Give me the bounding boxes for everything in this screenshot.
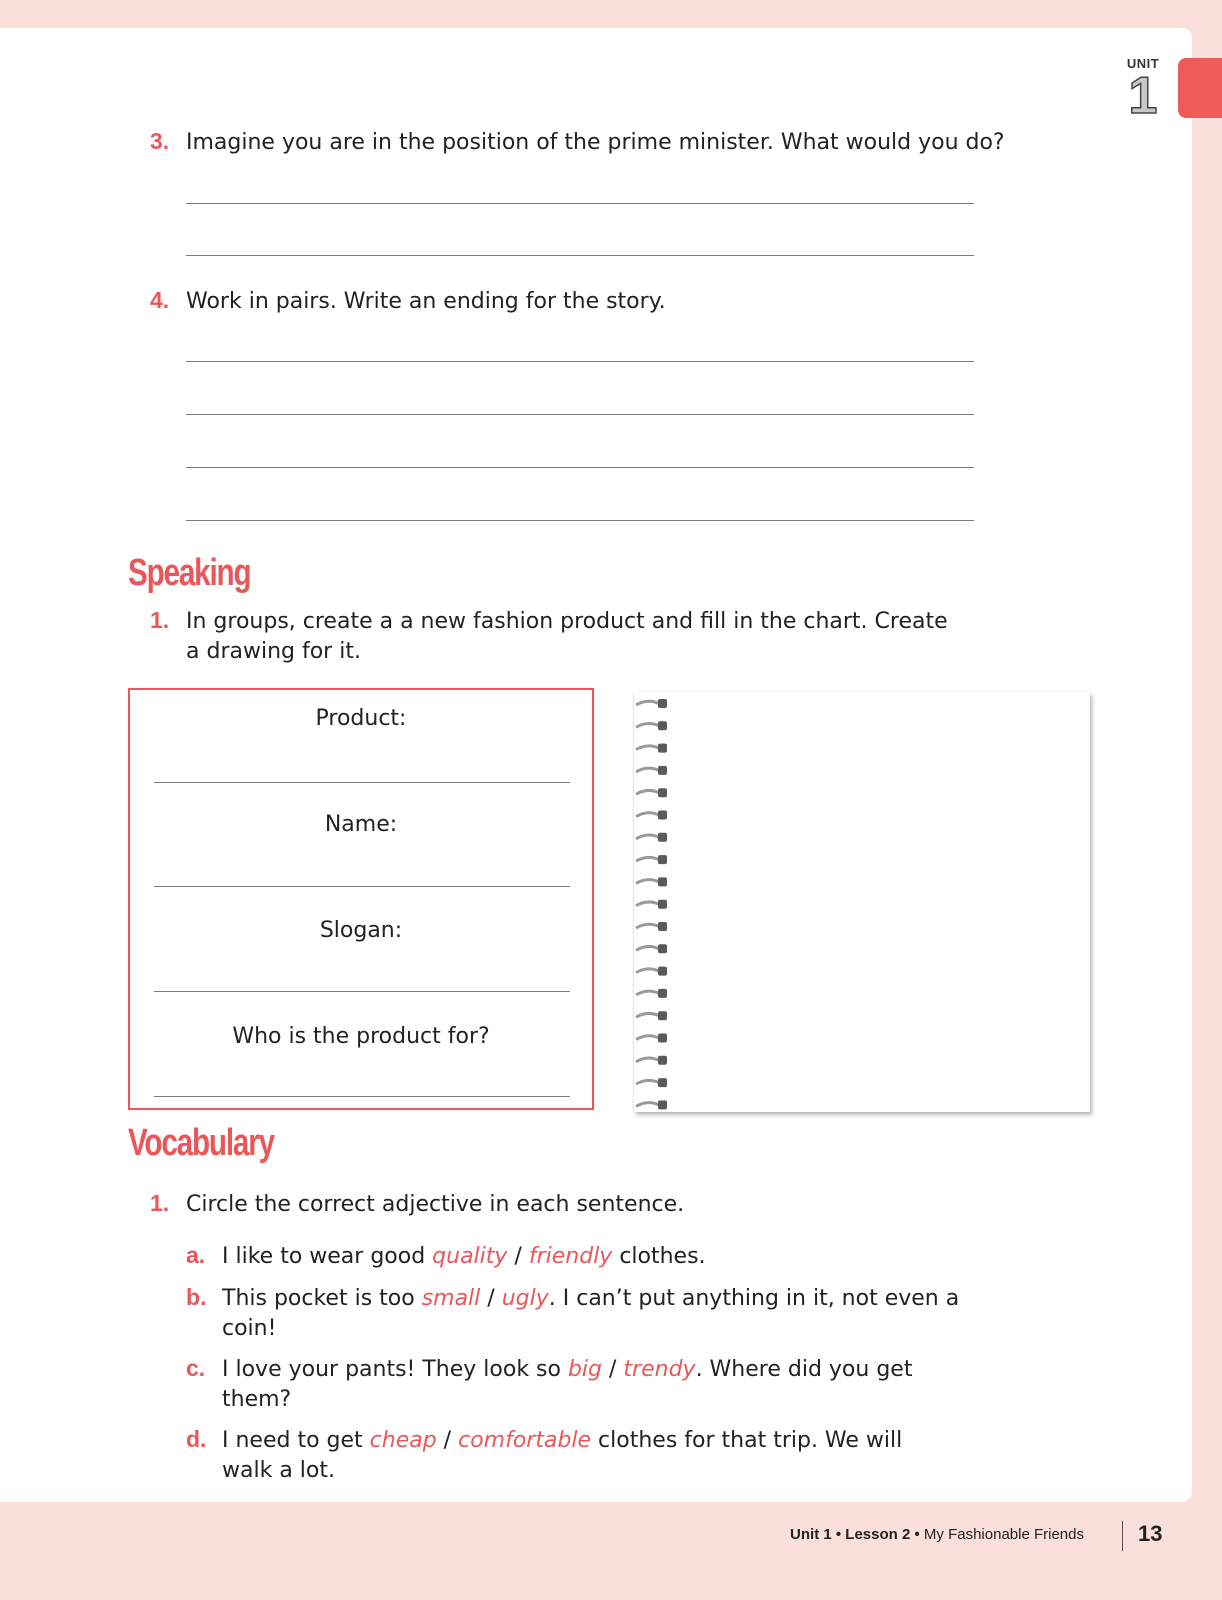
footer-unit: Unit 1 <box>790 1526 832 1543</box>
vocabulary-task-number: 1. <box>150 1190 170 1216</box>
spiral-coil <box>636 833 667 842</box>
vocab-item-letter: a. <box>186 1242 206 1268</box>
adjective-option[interactable]: comfortable <box>458 1428 592 1453</box>
speaking-task-line1: In groups, create a a new fashion product and fill in the chart. Create <box>186 609 948 634</box>
spiral-coil <box>636 855 667 864</box>
drawing-notebook[interactable] <box>634 692 1090 1112</box>
unit-label: UNIT <box>1126 56 1160 71</box>
vocab-text: I need to get <box>222 1428 370 1453</box>
footer-title: My Fashionable Friends <box>923 1526 1084 1543</box>
vocab-item-b <box>222 1284 959 1344</box>
vocab-item-letter: d. <box>186 1426 207 1452</box>
vocab-text: I love your pants! They look so <box>222 1357 568 1382</box>
answer-line[interactable] <box>186 414 974 415</box>
vocab-text: This pocket is too <box>222 1286 422 1311</box>
notebook-spiral-icon <box>630 692 700 1112</box>
spiral-coil <box>636 922 667 931</box>
option-separator: / <box>602 1357 624 1382</box>
spiral-coil <box>636 967 667 976</box>
spiral-coil <box>636 1100 667 1109</box>
vocab-text: clothes. <box>612 1244 706 1269</box>
unit-number: 1 <box>1128 67 1158 125</box>
adjective-option[interactable]: ugly <box>501 1286 549 1311</box>
speaking-task-line2: a drawing for it. <box>186 639 361 664</box>
option-separator: / <box>480 1286 502 1311</box>
footer-separator: • <box>910 1526 924 1543</box>
adjective-option[interactable]: quality <box>432 1244 508 1269</box>
spiral-coil <box>636 989 667 998</box>
spiral-coil <box>636 877 667 886</box>
spiral-coil <box>636 788 667 797</box>
page-footer <box>790 1522 1084 1548</box>
adjective-option[interactable]: small <box>421 1286 481 1311</box>
question-4-number: 4. <box>150 287 170 313</box>
spiral-coil <box>636 1078 667 1087</box>
chart-answer-line[interactable] <box>154 1096 570 1097</box>
spiral-coil <box>636 1011 667 1020</box>
spiral-coil <box>636 900 667 909</box>
spiral-coil <box>636 1056 667 1065</box>
vocabulary-heading: Vocabulary <box>128 1122 274 1164</box>
answer-line[interactable] <box>186 520 974 521</box>
vocab-text: . I can’t put anything in it, not even a <box>548 1286 960 1311</box>
chart-answer-line[interactable] <box>154 782 570 783</box>
chart-answer-line[interactable] <box>154 991 570 992</box>
vocab-item-letter: c. <box>186 1355 206 1381</box>
spiral-coil <box>636 744 667 753</box>
spiral-coil <box>636 699 667 708</box>
vocab-item-a <box>222 1242 706 1272</box>
spiral-coil <box>636 766 667 775</box>
adjective-option[interactable]: big <box>567 1357 603 1382</box>
answer-line[interactable] <box>186 467 974 468</box>
adjective-option[interactable]: friendly <box>528 1244 613 1269</box>
vocab-text: . Where did you get <box>695 1357 913 1382</box>
question-3-text: Imagine you are in the position of the prime minister. What would you do? <box>186 130 1005 155</box>
vocab-item-d <box>222 1426 902 1486</box>
adjective-option[interactable]: cheap <box>369 1428 437 1453</box>
vocab-text: coin! <box>222 1316 277 1341</box>
footer-lesson: Lesson 2 <box>845 1526 911 1543</box>
option-separator: / <box>436 1428 459 1453</box>
answer-line[interactable] <box>186 361 974 362</box>
unit-tab-marker <box>1178 58 1222 118</box>
question-4-text: Work in pairs. Write an ending for the story. <box>186 289 666 314</box>
vocab-text: I like to wear good <box>222 1244 433 1269</box>
spiral-coil <box>636 944 667 953</box>
footer-separator: • <box>831 1526 846 1543</box>
vocab-text: walk a lot. <box>222 1458 335 1483</box>
chart-label-audience: Who is the product for? <box>232 1024 490 1049</box>
question-3-number: 3. <box>150 128 170 154</box>
vocab-text: clothes for that trip. We will <box>591 1428 903 1453</box>
vocab-item-letter: b. <box>186 1284 207 1310</box>
spiral-coil <box>636 811 667 820</box>
chart-label-product: Product: <box>315 706 407 731</box>
page-number: 13 <box>1138 1521 1163 1546</box>
vocab-item-c <box>222 1355 912 1415</box>
vocabulary-task-text: Circle the correct adjective in each sentence. <box>186 1192 685 1217</box>
spiral-coil <box>636 1034 667 1043</box>
product-chart <box>128 688 594 1110</box>
option-separator: / <box>507 1244 529 1269</box>
answer-line[interactable] <box>186 203 974 204</box>
footer-divider <box>1122 1521 1123 1551</box>
adjective-option[interactable]: trendy <box>623 1357 696 1382</box>
speaking-task-number: 1. <box>150 607 170 633</box>
vocab-text: them? <box>222 1387 292 1412</box>
chart-label-slogan: Slogan: <box>319 918 403 943</box>
speaking-heading: Speaking <box>128 552 251 594</box>
spiral-coil <box>636 721 667 730</box>
chart-answer-line[interactable] <box>154 886 570 887</box>
chart-label-name: Name: <box>324 812 398 837</box>
answer-line[interactable] <box>186 255 974 256</box>
